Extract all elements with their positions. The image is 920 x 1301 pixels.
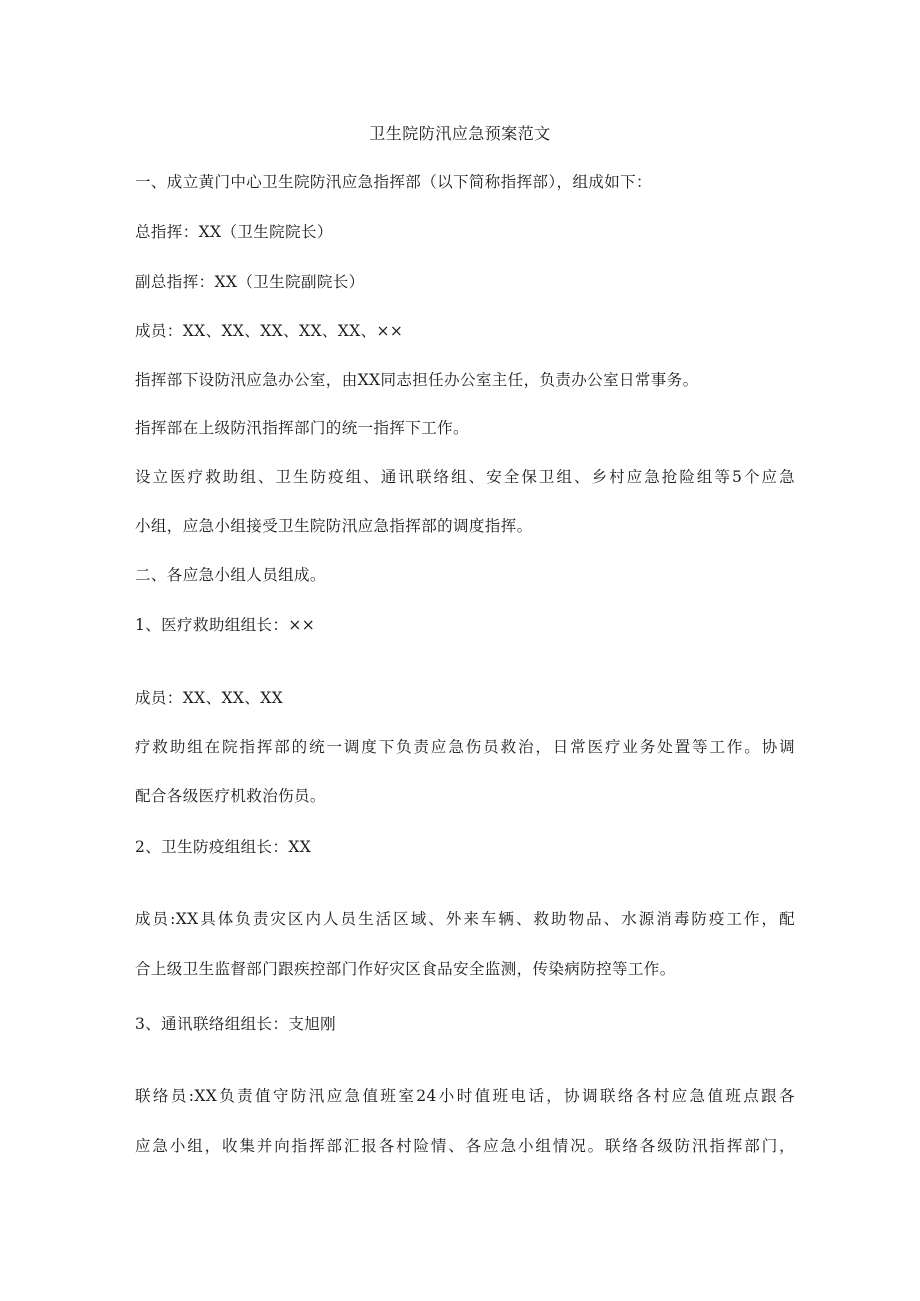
paragraph-line: 疗救助组在院指挥部的统一调度下负责应急伤员救治，日常医疗业务处置等工作。协调	[135, 738, 795, 756]
paragraph-line: 成员:XX具体负责灾区内人员生活区域、外来车辆、救助物品、水源消毒防疫工作，配	[135, 910, 795, 928]
paragraph-line: 设立医疗救助组、卫生防疫组、通讯联络组、安全保卫组、乡村应急抢险组等5个应急	[135, 468, 795, 486]
paragraph-line: 3、通讯联络组组长：支旭刚	[135, 1015, 337, 1033]
paragraph-line: 联络员:XX负责值守防汛应急值班室24小时值班电话，协调联络各村应急值班点跟各	[135, 1087, 795, 1105]
paragraph-line: 配合各级医疗机救治伤员。	[135, 787, 326, 805]
paragraph-line: 应急小组，收集并向指挥部汇报各村险情、各应急小组情况。联络各级防汛指挥部门，	[135, 1137, 795, 1155]
paragraph-line: 2、卫生防疫组组长：XX	[135, 838, 312, 856]
paragraph-line: 成员：XX、XX、XX	[135, 689, 284, 707]
paragraph-line: 小组，应急小组接受卫生院防汛应急指挥部的调度指挥。	[135, 517, 533, 535]
paragraph-line: 副总指挥：XX（卫生院副院长）	[135, 273, 365, 291]
paragraph-line: 指挥部在上级防汛指挥部门的统一指挥下工作。	[135, 419, 469, 437]
paragraph-line: 合上级卫生监督部门跟疾控部门作好灾区食品安全监测，传染病防控等工作。	[135, 960, 676, 978]
section-heading-1: 一、成立黄门中心卫生院防汛应急指挥部（以下简称指挥部），组成如下：	[135, 173, 652, 191]
paragraph-line: 成员：XX、XX、XX、XX、XX、××	[135, 322, 404, 340]
paragraph-line: 总指挥：XX（卫生院院长）	[135, 223, 333, 241]
document-title: 卫生院防汛应急预案范文	[369, 124, 551, 143]
paragraph-line: 1、医疗救助组组长：××	[135, 616, 316, 634]
section-heading-2: 二、各应急小组人员组成。	[135, 566, 326, 584]
paragraph-line: 指挥部下设防汛应急办公室，由XX同志担任办公室主任，负责办公室日常事务。	[135, 371, 699, 389]
